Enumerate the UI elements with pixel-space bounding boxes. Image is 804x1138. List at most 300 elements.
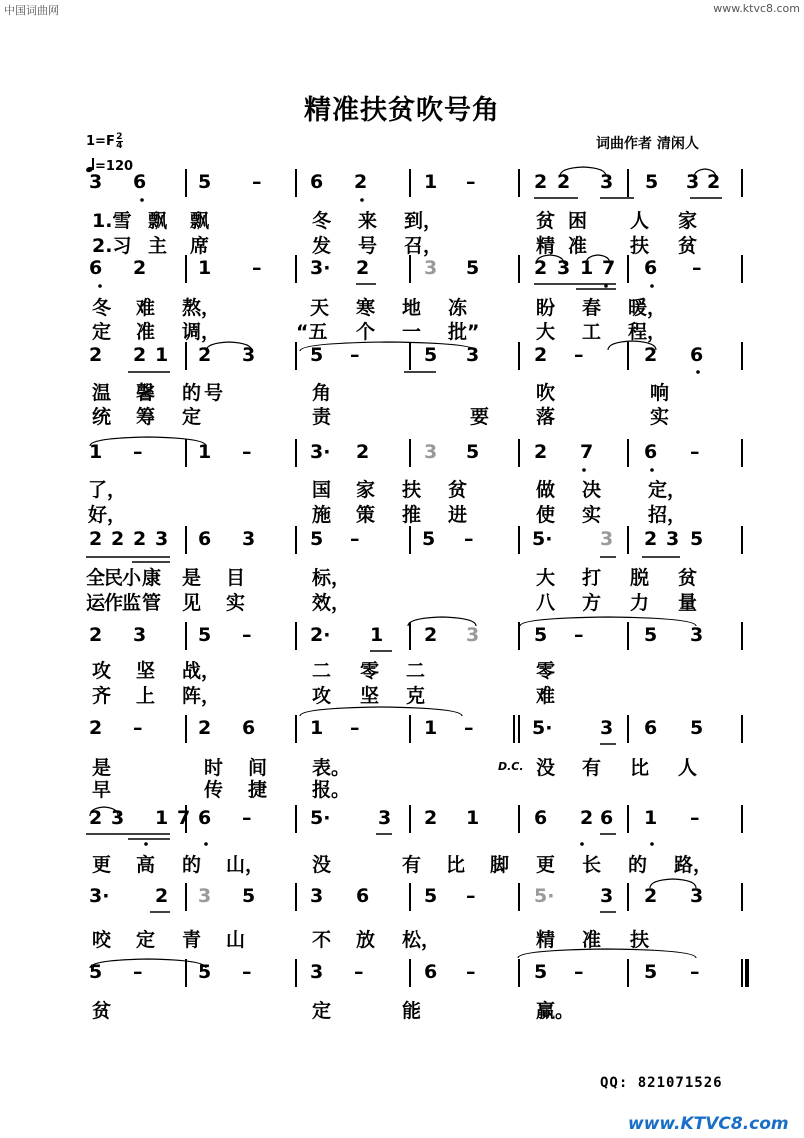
lyric-word: 时 bbox=[204, 757, 224, 779]
score-note: 6 bbox=[534, 807, 548, 829]
score-note: 3 bbox=[198, 885, 212, 907]
lyric-word: 捷 bbox=[248, 779, 268, 801]
lyric-word: 人 bbox=[630, 210, 650, 232]
lyric-word: 施 bbox=[312, 504, 332, 526]
lyric-word: 放 bbox=[356, 929, 376, 951]
score-note: – bbox=[242, 961, 252, 983]
lyric-word: 角 bbox=[312, 382, 332, 404]
score-note: 2 bbox=[198, 344, 212, 366]
score-note: – bbox=[574, 624, 584, 646]
lyric-word: 决 bbox=[582, 479, 602, 501]
score-note: 5 bbox=[310, 528, 324, 550]
lyric-word: 没 bbox=[536, 757, 556, 779]
score-note: 3 bbox=[424, 257, 438, 279]
score-note: 3 bbox=[424, 441, 438, 463]
lyric-word: 了， bbox=[88, 479, 127, 501]
score-note: 2 bbox=[644, 885, 658, 907]
lyric-word: 力 bbox=[630, 592, 650, 614]
score-note: 2 bbox=[89, 624, 103, 646]
key-label: 1=F bbox=[86, 134, 115, 149]
score-note: 7 bbox=[177, 807, 191, 829]
lyric-word: 冬 bbox=[92, 297, 112, 319]
lyric-word: 推 bbox=[402, 504, 422, 526]
site-watermark-right: www.ktvc8.com bbox=[713, 2, 800, 15]
lyric-word: 是 bbox=[182, 567, 202, 589]
score-note: 2 bbox=[580, 807, 594, 829]
lyric-word: 早 bbox=[92, 779, 112, 801]
lyric-word: 1.雪 bbox=[92, 210, 132, 232]
score-note: 2 bbox=[133, 344, 147, 366]
slur-arc bbox=[90, 437, 206, 446]
score-note: 2 bbox=[424, 624, 438, 646]
lyric-word: 运 bbox=[86, 592, 106, 614]
score-note: 3 bbox=[378, 807, 392, 829]
lyric-word: 一 bbox=[402, 321, 422, 343]
lyric-word: 目 bbox=[226, 567, 246, 589]
lyric-word: 号 bbox=[358, 235, 378, 257]
lyric-word: 召， bbox=[404, 235, 443, 257]
lyric-word: 大 bbox=[536, 321, 556, 343]
score-note: 2 bbox=[354, 171, 368, 193]
score-note: 2 bbox=[707, 171, 721, 193]
score-note: 3 bbox=[666, 528, 680, 550]
score-note: 5 bbox=[424, 344, 438, 366]
lyric-word: 实 bbox=[582, 504, 602, 526]
score-note: 2 bbox=[89, 528, 103, 550]
lyric-word: 全 bbox=[86, 567, 106, 589]
lyric-word: 进 bbox=[448, 504, 468, 526]
lyric-word: 二 bbox=[312, 660, 332, 682]
score-note: 1 bbox=[466, 807, 480, 829]
score-note: 6 bbox=[242, 717, 256, 739]
score-note: 5 bbox=[89, 961, 103, 983]
lyric-word: 工 bbox=[582, 321, 602, 343]
score-note: 2 bbox=[133, 257, 147, 279]
octave-dot bbox=[650, 468, 654, 472]
score-note: 5 bbox=[690, 528, 704, 550]
tempo-value: =120 bbox=[95, 159, 134, 174]
lyric-word: 扶 bbox=[402, 479, 422, 501]
octave-dot bbox=[696, 370, 700, 374]
lyric-word: 贫 bbox=[678, 235, 698, 257]
score-note: 3 bbox=[466, 344, 480, 366]
octave-dot bbox=[582, 468, 586, 472]
octave-dot bbox=[140, 198, 144, 202]
lyric-word: 2.习 bbox=[92, 235, 132, 257]
lyric-word: 飘 bbox=[190, 210, 210, 232]
score-note: – bbox=[466, 961, 476, 983]
lyric-word: 批” bbox=[448, 321, 480, 343]
score-note: 6 bbox=[600, 807, 614, 829]
score-note: 1 bbox=[424, 171, 438, 193]
lyric-word: 好， bbox=[88, 504, 127, 526]
lyric-word: 管 bbox=[142, 592, 162, 614]
lyric-word: 脱 bbox=[630, 567, 650, 589]
score-note: 1 bbox=[198, 257, 212, 279]
lyric-word: 馨 bbox=[136, 382, 156, 404]
score-note: 6 bbox=[356, 885, 370, 907]
lyric-word: 山， bbox=[226, 854, 265, 876]
lyric-word: 责 bbox=[312, 406, 332, 428]
lyric-word: 零 bbox=[360, 660, 380, 682]
lyric-word: 打 bbox=[582, 567, 602, 589]
score-note: 3 bbox=[242, 344, 256, 366]
lyric-word: 有 bbox=[402, 854, 422, 876]
lyric-word: 策 bbox=[356, 504, 376, 526]
score-note: 3 bbox=[600, 717, 614, 739]
score-note: 2 bbox=[356, 257, 370, 279]
score-note: – bbox=[464, 528, 474, 550]
lyric-word: 家 bbox=[356, 479, 376, 501]
lyric-word: 暖， bbox=[628, 297, 667, 319]
score-note: 5 bbox=[310, 344, 324, 366]
score-note: 3 bbox=[155, 528, 169, 550]
score-note: – bbox=[133, 961, 143, 983]
lyric-word: 能 bbox=[402, 1000, 422, 1022]
lyric-word: 咬 bbox=[92, 929, 112, 951]
octave-dot bbox=[604, 284, 608, 288]
score-note: – bbox=[690, 961, 700, 983]
lyric-word: 齐 bbox=[92, 685, 112, 707]
score-note: 5 bbox=[466, 257, 480, 279]
lyric-word: 温 bbox=[92, 382, 112, 404]
score-note: 1 bbox=[198, 441, 212, 463]
lyric-word: 落 bbox=[536, 406, 556, 428]
score-note: 1 bbox=[155, 344, 169, 366]
lyric-word: 没 bbox=[312, 854, 332, 876]
score-note: – bbox=[690, 807, 700, 829]
score-note: – bbox=[574, 961, 584, 983]
lyric-word: 天 bbox=[310, 297, 330, 319]
score-note: – bbox=[350, 344, 360, 366]
lyric-word: “五 bbox=[296, 321, 328, 343]
lyric-word: 的 bbox=[182, 854, 202, 876]
lyric-word: 报。 bbox=[312, 779, 351, 801]
lyric-word: 准 bbox=[582, 929, 602, 951]
lyric-word: 上 bbox=[136, 685, 156, 707]
lyric-word: 脚 bbox=[490, 854, 510, 876]
score-note: 7 bbox=[602, 257, 616, 279]
lyric-word: 青 bbox=[182, 929, 202, 951]
score-note: 3 bbox=[686, 171, 700, 193]
score-note: 2 bbox=[89, 717, 103, 739]
score-note: 3· bbox=[310, 257, 331, 279]
score-note: 2 bbox=[534, 344, 548, 366]
score-note: – bbox=[252, 171, 262, 193]
score-note: 5 bbox=[644, 624, 658, 646]
lyric-word: 国 bbox=[312, 479, 332, 501]
score-note: – bbox=[133, 441, 143, 463]
lyric-word: 不 bbox=[312, 929, 332, 951]
score-note: 2 bbox=[534, 171, 548, 193]
score-note: 6 bbox=[424, 961, 438, 983]
lyric-word: 扶 bbox=[630, 929, 650, 951]
score-note: 3 bbox=[600, 885, 614, 907]
octave-dot bbox=[144, 842, 148, 846]
lyric-word: 程， bbox=[628, 321, 667, 343]
song-title: 精准扶贫吹号角 bbox=[304, 95, 500, 126]
lyric-word: 准 bbox=[136, 321, 156, 343]
lyric-word: 攻 bbox=[312, 685, 332, 707]
lyric-word: 做 bbox=[536, 479, 556, 501]
lyric-word: 赢。 bbox=[536, 1000, 575, 1022]
octave-dot bbox=[360, 198, 364, 202]
score-note: 2 bbox=[534, 257, 548, 279]
lyric-word: 个 bbox=[356, 321, 376, 343]
lyric-word: 贫 bbox=[536, 210, 556, 232]
lyric-word: 贫 bbox=[678, 567, 698, 589]
score-note: 1 bbox=[644, 807, 658, 829]
lyric-word: 来 bbox=[358, 210, 378, 232]
lyric-word: 定 bbox=[182, 406, 202, 428]
lyric-word: 松， bbox=[402, 929, 441, 951]
lyric-word: 号 bbox=[204, 382, 224, 404]
score-note: – bbox=[350, 528, 360, 550]
score-note: 5· bbox=[310, 807, 331, 829]
author-credit: 词曲作者 清闲人 bbox=[596, 136, 699, 152]
lyric-word: 路， bbox=[674, 854, 713, 876]
lyric-word: 比 bbox=[630, 757, 650, 779]
score-note: – bbox=[242, 807, 252, 829]
lyric-word: 准 bbox=[568, 235, 588, 257]
lyric-word: 扶 bbox=[630, 235, 650, 257]
lyric-word: 的 bbox=[628, 854, 648, 876]
lyric-word: 民 bbox=[104, 567, 124, 589]
score-note: 1 bbox=[370, 624, 384, 646]
lyric-word: 战， bbox=[182, 660, 221, 682]
score-note: 2 bbox=[424, 807, 438, 829]
score-note: – bbox=[350, 717, 360, 739]
time-signature-top: 2 bbox=[116, 132, 123, 142]
score-note: – bbox=[133, 717, 143, 739]
octave-dot bbox=[650, 284, 654, 288]
lyric-word: 更 bbox=[536, 854, 556, 876]
lyric-word: 坚 bbox=[360, 685, 380, 707]
lyric-word: 招， bbox=[648, 504, 687, 526]
lyric-word: 实 bbox=[650, 406, 670, 428]
lyric-word: 难 bbox=[536, 685, 556, 707]
score-note: 3· bbox=[310, 441, 331, 463]
score-note: 2 bbox=[198, 717, 212, 739]
lyric-word: 寒 bbox=[356, 297, 376, 319]
score-note: 3 bbox=[690, 885, 704, 907]
score-note: 5· bbox=[534, 885, 555, 907]
lyric-word: 精 bbox=[536, 929, 556, 951]
score-note: 2· bbox=[310, 624, 331, 646]
slur-arc bbox=[300, 707, 462, 716]
octave-dot bbox=[580, 842, 584, 846]
score-note: 6 bbox=[644, 257, 658, 279]
lyric-word: 困 bbox=[568, 210, 588, 232]
score-note: 3 bbox=[600, 528, 614, 550]
lyric-word: 见 bbox=[182, 592, 202, 614]
lyric-word: 有 bbox=[582, 757, 602, 779]
lyric-word: 冬 bbox=[312, 210, 332, 232]
score-note: – bbox=[574, 344, 584, 366]
score-note: 2 bbox=[155, 885, 169, 907]
lyric-word: 坚 bbox=[136, 660, 156, 682]
score-note: 3 bbox=[89, 171, 103, 193]
score-note: 5 bbox=[424, 885, 438, 907]
score-note: 2 bbox=[557, 171, 571, 193]
score-note: 3 bbox=[690, 624, 704, 646]
score-note: 1 bbox=[155, 807, 169, 829]
lyric-word: 飘 bbox=[148, 210, 168, 232]
lyric-word: 攻 bbox=[92, 660, 112, 682]
lyric-word: 熬， bbox=[182, 297, 221, 319]
lyric-word: 要 bbox=[470, 406, 490, 428]
score-note: 6 bbox=[133, 171, 147, 193]
score-note: 5 bbox=[198, 171, 212, 193]
lyric-word: 零 bbox=[536, 660, 556, 682]
score-note: 1 bbox=[424, 717, 438, 739]
lyric-word: 小 bbox=[122, 567, 142, 589]
lyric-word: 定， bbox=[648, 479, 687, 501]
score-note: 2 bbox=[534, 441, 548, 463]
score-note: 5 bbox=[198, 624, 212, 646]
lyric-word: 精 bbox=[536, 235, 556, 257]
score-note: 5· bbox=[532, 528, 553, 550]
score-note: 6 bbox=[690, 344, 704, 366]
score-note: 1 bbox=[580, 257, 594, 279]
lyric-word: 量 bbox=[678, 592, 698, 614]
score-note: 6 bbox=[89, 257, 103, 279]
score-note: 2 bbox=[356, 441, 370, 463]
lyric-word: 贫 bbox=[92, 1000, 112, 1022]
score-note: 3 bbox=[242, 528, 256, 550]
lyric-word: 冻 bbox=[448, 297, 468, 319]
lyric-word: 克 bbox=[406, 685, 426, 707]
lyric-word: 长 bbox=[582, 854, 602, 876]
lyric-word: 调， bbox=[182, 321, 221, 343]
dc-mark: D.C. bbox=[498, 760, 524, 773]
lyric-word: 定 bbox=[92, 321, 112, 343]
lyric-word: 是 bbox=[92, 757, 112, 779]
lyric-word: 监 bbox=[122, 592, 142, 614]
score-note: 2 bbox=[111, 528, 125, 550]
score-note: – bbox=[242, 624, 252, 646]
score-note: 5 bbox=[645, 171, 659, 193]
lyric-word: 间 bbox=[248, 757, 268, 779]
score-note: 1 bbox=[89, 441, 103, 463]
score-note: 5 bbox=[534, 961, 548, 983]
lyric-word: 盼 bbox=[536, 297, 556, 319]
lyric-word: 到， bbox=[404, 210, 443, 232]
slur-arc bbox=[90, 959, 206, 968]
score-note: – bbox=[690, 441, 700, 463]
lyric-word: 阵， bbox=[182, 685, 221, 707]
score-note: 6 bbox=[198, 528, 212, 550]
lyric-word: 传 bbox=[204, 779, 224, 801]
score-note: 3 bbox=[133, 624, 147, 646]
qq-contact: QQ: 821071526 bbox=[600, 1075, 723, 1091]
lyric-word: 筹 bbox=[136, 406, 156, 428]
lyric-word: 人 bbox=[678, 757, 698, 779]
score-note: 5· bbox=[532, 717, 553, 739]
score-note: 6 bbox=[644, 717, 658, 739]
lyric-word: 响 bbox=[650, 382, 670, 404]
lyric-word: 比 bbox=[446, 854, 466, 876]
lyric-word: 席 bbox=[190, 235, 210, 257]
lyric-word: 定 bbox=[136, 929, 156, 951]
lyric-word: 标， bbox=[312, 567, 351, 589]
lyric-word: 的 bbox=[182, 382, 202, 404]
lyric-word: 二 bbox=[406, 660, 426, 682]
score-note: 3 bbox=[310, 961, 324, 983]
score-note: 3 bbox=[111, 807, 125, 829]
lyric-word: 吹 bbox=[536, 382, 556, 404]
lyric-word: 表。 bbox=[312, 757, 351, 779]
lyric-word: 大 bbox=[536, 567, 556, 589]
score-note: – bbox=[242, 441, 252, 463]
lyric-word: 统 bbox=[92, 406, 112, 428]
lyric-word: 作 bbox=[104, 592, 124, 614]
lyric-word: 更 bbox=[92, 854, 112, 876]
score-note: – bbox=[252, 257, 262, 279]
site-logo: www.KTVC8.com bbox=[628, 1114, 789, 1134]
score-note: 2 bbox=[89, 344, 103, 366]
score-note: 3 bbox=[310, 885, 324, 907]
score-note: 5 bbox=[242, 885, 256, 907]
lyric-word: 主 bbox=[148, 235, 168, 257]
score-note: 2 bbox=[644, 344, 658, 366]
score-note: 6 bbox=[644, 441, 658, 463]
octave-dot bbox=[650, 842, 654, 846]
lyric-word: 八 bbox=[536, 592, 556, 614]
time-signature-bottom: 4 bbox=[116, 141, 123, 151]
score-note: 5 bbox=[466, 441, 480, 463]
lyric-word: 家 bbox=[678, 210, 698, 232]
site-watermark-left: 中国词曲网 bbox=[4, 4, 59, 17]
score-note: 2 bbox=[89, 807, 103, 829]
score-note: 3 bbox=[600, 171, 614, 193]
octave-dot bbox=[204, 842, 208, 846]
octave-dot bbox=[98, 284, 102, 288]
score-note: 5 bbox=[690, 717, 704, 739]
score-note: 3· bbox=[89, 885, 110, 907]
score-note: 2 bbox=[644, 528, 658, 550]
lyric-word: 效， bbox=[312, 592, 351, 614]
score-note: 5 bbox=[534, 624, 548, 646]
score-note: 5 bbox=[422, 528, 436, 550]
lyric-word: 发 bbox=[312, 235, 332, 257]
score-note: 2 bbox=[133, 528, 147, 550]
score-note: – bbox=[466, 171, 476, 193]
score-note: 6 bbox=[198, 807, 212, 829]
score-note: – bbox=[354, 961, 364, 983]
score-note: 6 bbox=[310, 171, 324, 193]
lyric-word: 春 bbox=[582, 297, 602, 319]
lyric-word: 方 bbox=[582, 592, 602, 614]
score-note: 5 bbox=[644, 961, 658, 983]
score-note: 3 bbox=[466, 624, 480, 646]
score-note: – bbox=[464, 717, 474, 739]
lyric-word: 高 bbox=[136, 854, 156, 876]
lyric-word: 山 bbox=[226, 929, 246, 951]
score-note: – bbox=[692, 257, 702, 279]
lyric-word: 定 bbox=[312, 1000, 332, 1022]
lyric-word: 实 bbox=[226, 592, 246, 614]
lyric-word: 地 bbox=[402, 297, 422, 319]
lyric-word: 使 bbox=[536, 504, 556, 526]
score-note: 5 bbox=[198, 961, 212, 983]
score-note: – bbox=[466, 885, 476, 907]
score-note: 3 bbox=[557, 257, 571, 279]
lyric-word: 贫 bbox=[448, 479, 468, 501]
lyric-word: 难 bbox=[136, 297, 156, 319]
score-note: 1 bbox=[310, 717, 324, 739]
lyric-word: 康 bbox=[142, 567, 162, 589]
